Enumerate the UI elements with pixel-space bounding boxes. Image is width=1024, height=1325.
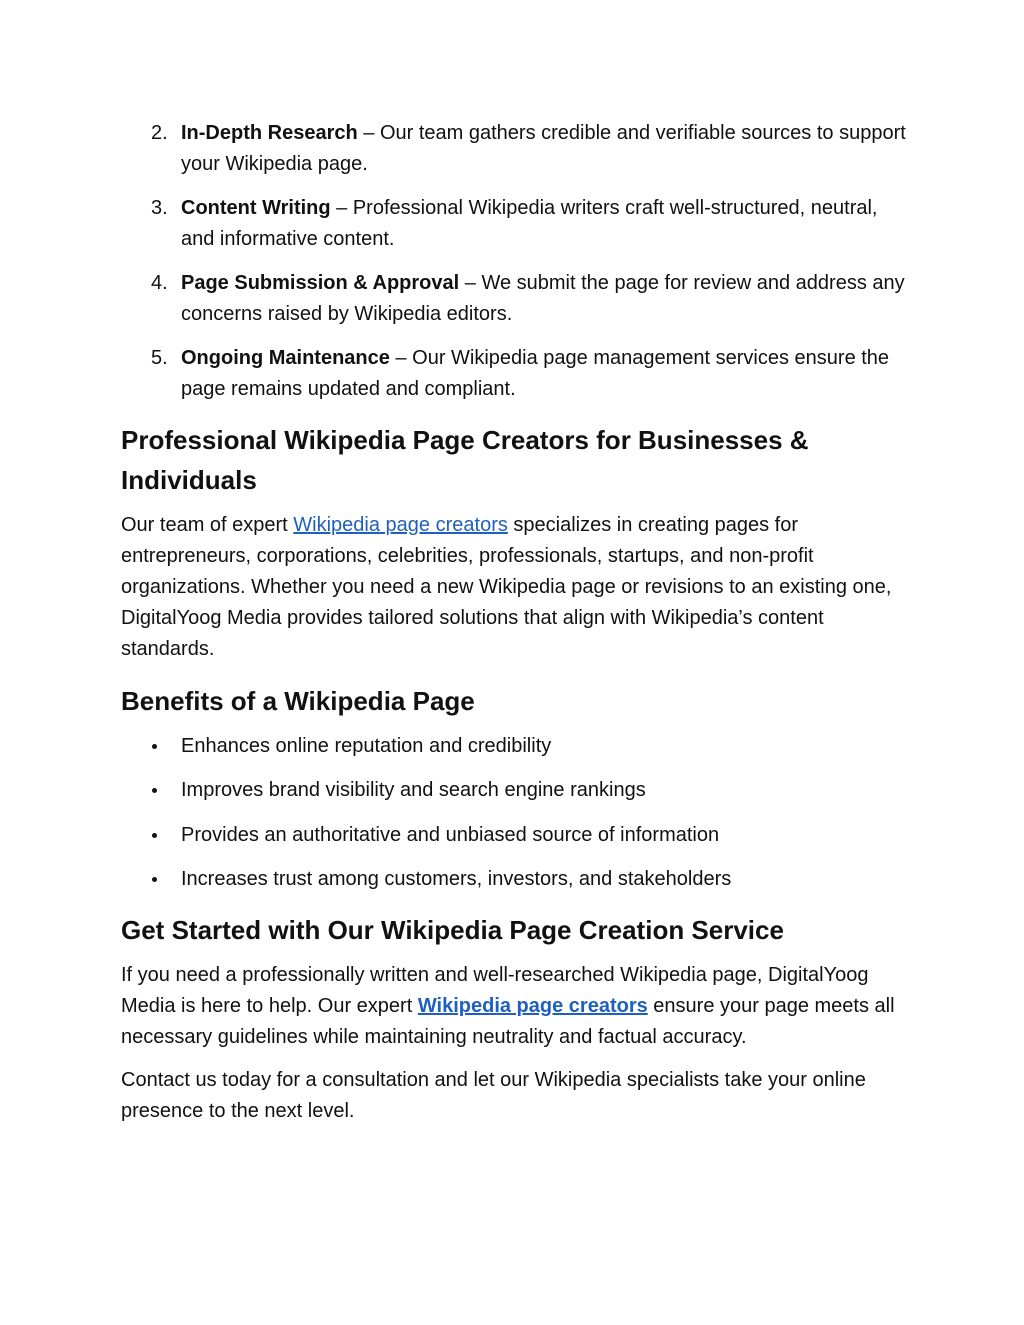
creators-text-before: Our team of expert	[121, 514, 294, 536]
creators-text-after: specializes in creating pages for entrepreneurs, corporations, celebrities, professionals, startups, and non-profit organizations. Whether you need a new Wikipedia page or revisions to an existing one, DigitalYoog Media provides tailored solutions that align with Wikipedia’s content standards.	[121, 514, 892, 660]
step-number: 4.	[151, 272, 168, 294]
bullet-icon	[152, 788, 157, 793]
process-step	[121, 268, 911, 329]
benefit-text: Provides an authoritative and unbiased source of information	[181, 823, 720, 846]
wikipedia-page-creators-bold-link[interactable]: Wikipedia page creators	[417, 994, 648, 1017]
benefit-item	[121, 820, 911, 850]
bullet-icon	[152, 877, 157, 882]
creators-heading: Professional Wikipedia Page Creators for Businesses & Individuals	[121, 425, 809, 495]
step-title: Page Submission & Approval	[181, 272, 460, 294]
contact-paragraph: Contact us today for a consultation and let our Wikipedia specialists take your online presence to the next level.	[121, 1068, 866, 1122]
benefit-text: Enhances online reputation and credibility	[181, 734, 552, 757]
bullet-icon	[152, 833, 157, 838]
step-description: – Our team gathers credible and verifiable sources to support your Wikipedia page.	[181, 122, 906, 175]
process-step	[121, 193, 911, 254]
step-title: In-Depth Research	[181, 122, 358, 144]
process-steps-list	[121, 118, 911, 404]
benefit-text: Increases trust among customers, investors, and stakeholders	[181, 868, 732, 891]
step-description: – Professional Wikipedia writers craft well-structured, neutral, and informative content.	[181, 197, 878, 250]
step-number: 5.	[151, 347, 168, 369]
process-step	[121, 343, 911, 404]
get-started-text-before: If you need a professionally written and well-researched Wikipedia page, DigitalYoog Media is here to help. Our expert	[121, 964, 869, 1017]
step-number: 2.	[151, 122, 168, 144]
step-title: Content Writing	[181, 197, 331, 219]
process-step	[121, 118, 911, 179]
benefit-item	[121, 731, 911, 761]
benefits-heading: Benefits of a Wikipedia Page	[121, 685, 475, 716]
get-started-paragraph	[121, 960, 911, 1053]
benefit-item	[121, 775, 911, 805]
benefit-text: Improves brand visibility and search engine rankings	[181, 779, 646, 802]
bullet-icon	[152, 744, 157, 749]
creators-paragraph	[121, 510, 911, 665]
get-started-heading: Get Started with Our Wikipedia Page Creation Service	[121, 915, 784, 946]
get-started-text-after: ensure your page meets all necessary guidelines while maintaining neutrality and factual accuracy.	[121, 994, 895, 1048]
benefits-list	[121, 731, 911, 895]
step-number: 3.	[151, 197, 168, 219]
wikipedia-page-creators-link[interactable]: Wikipedia page creators	[293, 514, 508, 536]
document-content	[121, 118, 911, 1139]
step-title: Ongoing Maintenance	[181, 347, 390, 369]
benefit-item	[121, 864, 911, 894]
step-description: – Our Wikipedia page management services ensure the page remains updated and compliant.	[181, 347, 890, 400]
step-description: – We submit the page for review and address any concerns raised by Wikipedia editors.	[181, 272, 905, 325]
